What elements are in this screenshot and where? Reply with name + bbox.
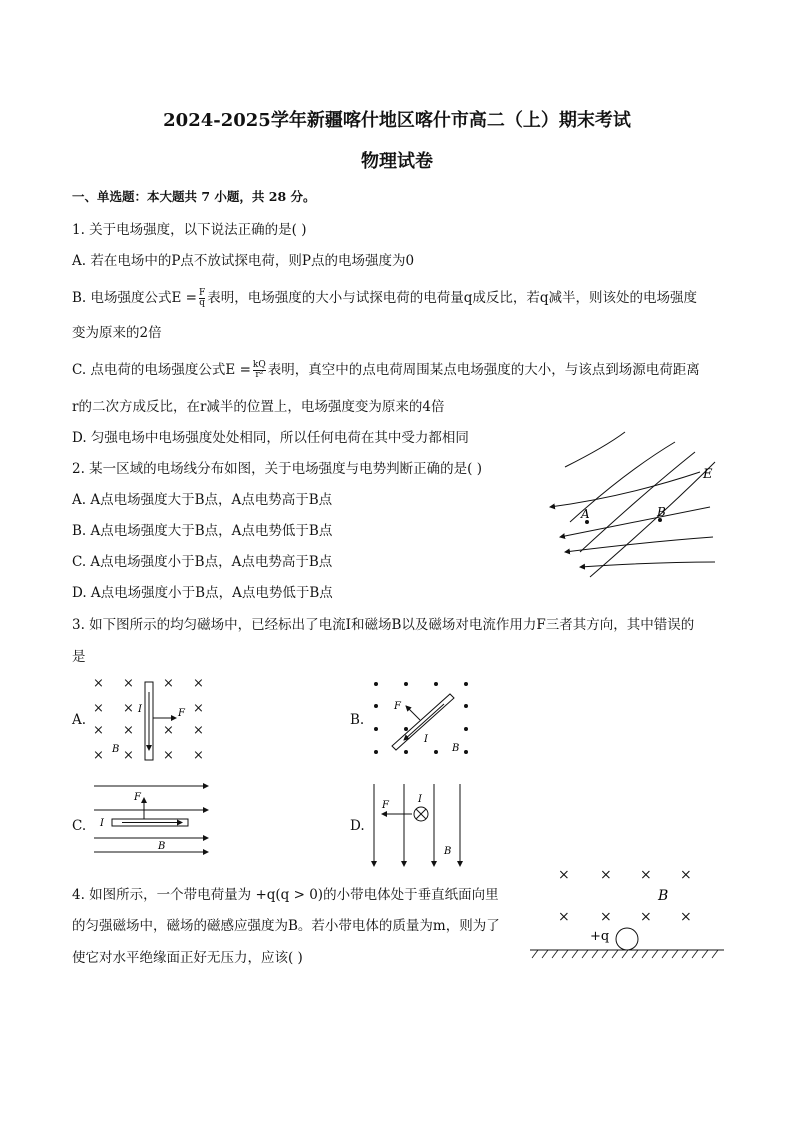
q2-stem: 2. 某一区域的电场线分布如图，关于电场强度与电势判断正确的是( ) bbox=[72, 461, 482, 477]
q1-option-c: C. 点电荷的电场强度公式E = $\frac{kQ}{\text{r²}}$ 表明，真空中的点电荷周围某点电场强度的大小，与该点到场源电荷距离 bbox=[72, 360, 700, 380]
section-heading: 一、单选题：本大题共 7 小题，共 28 分。 bbox=[72, 189, 316, 204]
q2-option-d: D. A点电场强度小于B点，A点电势低于B点 bbox=[72, 585, 333, 601]
svg-text:×: × bbox=[93, 723, 104, 738]
svg-text:×: × bbox=[93, 701, 104, 716]
q3-option-d-label: D. bbox=[350, 818, 365, 834]
q4-stem-line2: 的匀强磁场中，磁场的磁感应强度为B。若小带电体的质量为m，则为了 bbox=[72, 918, 500, 934]
q3-option-b-label: B. bbox=[350, 712, 365, 728]
q3-figure-b bbox=[368, 676, 488, 771]
fraction-kq-over-r2: $\frac{kQ}{\text{r²}}$ bbox=[252, 360, 266, 380]
label-e: E bbox=[703, 467, 713, 482]
svg-text:×: × bbox=[123, 723, 134, 738]
svg-text:F: F bbox=[178, 708, 185, 719]
charged-particle bbox=[616, 928, 638, 950]
svg-text:×: × bbox=[123, 701, 134, 716]
svg-text:×: × bbox=[193, 701, 204, 716]
svg-text:F: F bbox=[134, 792, 141, 803]
q2-option-a: A. A点电场强度大于B点，A点电势高于B点 bbox=[72, 492, 333, 508]
svg-text:I: I bbox=[424, 734, 428, 745]
q3-option-a-label: A. bbox=[72, 712, 87, 728]
svg-text:×: × bbox=[680, 867, 692, 883]
q4-b-label: B bbox=[658, 888, 669, 904]
exam-subtitle: 物理试卷 bbox=[361, 151, 433, 172]
q2-option-b: B. A点电场强度大于B点，A点电势低于B点 bbox=[72, 523, 333, 539]
svg-text:B: B bbox=[444, 846, 452, 857]
q3-figure-c bbox=[92, 778, 217, 858]
svg-text:×: × bbox=[93, 748, 104, 763]
svg-text:×: × bbox=[163, 748, 174, 763]
q1-option-b-cont: 变为原来的2倍 bbox=[72, 325, 162, 341]
label-b: B bbox=[657, 505, 666, 519]
q1-option-c-cont: r的二次方成反比，在r减半的位置上，电场强度变为原来的4倍 bbox=[72, 399, 445, 415]
svg-text:×: × bbox=[558, 867, 570, 883]
svg-text:×: × bbox=[600, 909, 612, 925]
label-a: A bbox=[581, 507, 590, 521]
svg-text:×: × bbox=[93, 676, 104, 691]
svg-text:F: F bbox=[394, 701, 401, 712]
svg-text:×: × bbox=[193, 748, 204, 763]
q4-stem-line1: 4. 如图所示，一个带电荷量为 +q(q > 0)的小带电体处于垂直纸面向里 bbox=[72, 887, 499, 903]
fraction-f-over-q: $\frac{F}{q}$ bbox=[198, 288, 206, 308]
svg-text:F: F bbox=[382, 800, 389, 811]
q1-stem: 1. 关于电场强度，以下说法正确的是( ) bbox=[72, 222, 307, 238]
svg-text:I: I bbox=[418, 794, 422, 805]
q4-charge-label: +q bbox=[590, 929, 610, 944]
svg-text:×: × bbox=[123, 748, 134, 763]
q3-figure-d bbox=[366, 782, 466, 870]
svg-text:I: I bbox=[100, 818, 104, 829]
q2-option-c: C. A点电场强度小于B点，A点电势高于B点 bbox=[72, 554, 333, 570]
q3-option-c-label: C. bbox=[72, 818, 87, 834]
svg-text:×: × bbox=[163, 676, 174, 691]
q4-figure bbox=[528, 862, 728, 962]
q3-figure-a bbox=[88, 672, 218, 772]
svg-text:×: × bbox=[680, 909, 692, 925]
svg-text:×: × bbox=[163, 723, 174, 738]
svg-text:B: B bbox=[452, 743, 460, 754]
svg-text:×: × bbox=[600, 867, 612, 883]
exam-title: 2024-2025学年新疆喀什地区喀什市高二（上）期末考试 bbox=[163, 110, 631, 131]
svg-text:B: B bbox=[158, 841, 166, 852]
svg-text:×: × bbox=[640, 867, 652, 883]
q1-option-d: D. 匀强电场中电场强度处处相同，所以任何电荷在其中受力都相同 bbox=[72, 430, 469, 446]
q4-stem-line3: 使它对水平绝缘面正好无压力，应该( ) bbox=[72, 950, 303, 966]
q2-field-figure bbox=[535, 412, 735, 592]
svg-text:B: B bbox=[112, 744, 120, 755]
svg-text:I: I bbox=[138, 704, 142, 715]
q1-option-a: A. 若在电场中的P点不放试探电荷，则P点的电场强度为0 bbox=[72, 253, 415, 269]
q1-option-b: B. 电场强度公式E = $\frac{F}{q}$ 表明，电场强度的大小与试探电荷的电荷量q成反比，若q减半，则该处的电场强度 bbox=[72, 288, 698, 308]
q3-stem-cont: 是 bbox=[72, 649, 86, 665]
q3-stem: 3. 如下图所示的均匀磁场中，已经标出了电流I和磁场B以及磁场对电流作用力F三者其方向，其中错误的 bbox=[72, 617, 695, 633]
svg-text:×: × bbox=[193, 676, 204, 691]
svg-text:×: × bbox=[558, 909, 570, 925]
svg-text:×: × bbox=[193, 723, 204, 738]
svg-text:×: × bbox=[123, 676, 134, 691]
svg-text:×: × bbox=[640, 909, 652, 925]
